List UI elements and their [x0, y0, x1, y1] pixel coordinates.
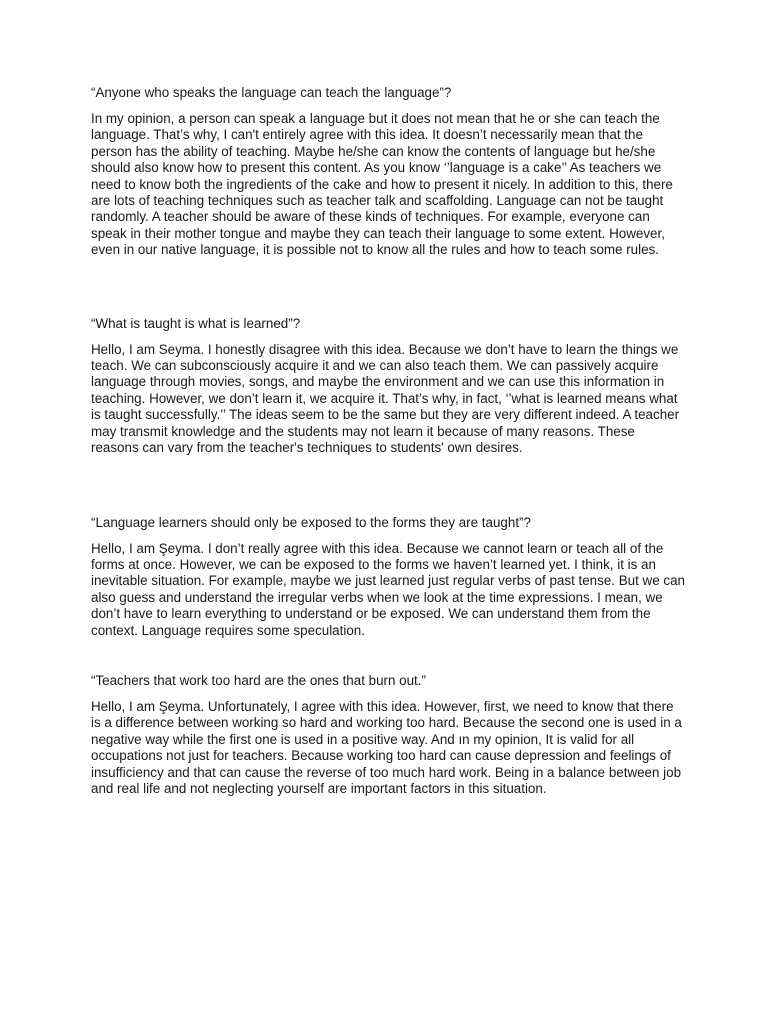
section-answer: In my opinion, a person can speak a language but it does not mean that he or she can teach the language. That’s why, I can't entirely agree with this idea. It doesn’t necessarily mean that the person has the ability of teaching. Maybe he/she can know the contents of language but he/she should also know how to present this content. As you know ‘’language is a cake’’ As teachers we need to know both the ingredients of the cake and how to present it nicely. In addition to this, there are lots of teaching techniques such as teacher talk and scaffolding. Language can not be taught randomly. A teacher should be aware of these kinds of techniques. For example, everyone can speak in their mother tongue and maybe they can teach their language to some extent. However, even in our native language, it is possible not to know all the rules and how to teach some rules.	[91, 111, 673, 258]
section-answer: Hello, I am Şeyma. I don’t really agree with this idea. Because we cannot learn or teach all of the forms at once. However, we can be exposed to the forms we haven’t learned yet. I think, it is an inevitable situation. For example, maybe we just learned just regular verbs of past tense. But we can also guess and understand the irregular verbs when we look at the time expressions. I mean, we don’t have to learn everything to understand or be exposed. We can understand them from the context. Language requires some speculation.	[91, 540, 685, 638]
document-page	[91, 84, 685, 797]
section-question: “Teachers that work too hard are the ones that burn out.”	[91, 672, 426, 688]
section-spacer	[91, 457, 685, 514]
section-question: “Anyone who speaks the language can teach the language”?	[91, 85, 452, 100]
section-spacer	[91, 639, 685, 672]
essay-section-4	[91, 672, 685, 797]
section-answer: Hello, I am Şeyma. Unfortunately, I agree with this idea. However, first, we need to know that there is a difference between working so hard and working too hard. Because the second one is used in a negative way while the first one is used in a positive way. And ın my opinion, It is valid for all occupations not just for teachers. Because working too hard can cause depression and feelings of insufficiency and that can cause the reverse of too much hard work. Being in a balance between job and real life and not neglecting yourself are important factors in this situation.	[91, 698, 682, 796]
essay-section-2	[91, 315, 685, 457]
essay-section-3	[91, 514, 685, 639]
section-question: “What is taught is what is learned”?	[91, 315, 301, 331]
section-spacer	[91, 259, 685, 315]
section-question: “Language learners should only be exposed to the forms they are taught”?	[91, 514, 531, 530]
section-answer: Hello, I am Seyma. I honestly disagree with this idea. Because we don’t have to learn the things we teach. We can subconsciously acquire it and we can also teach them. We can passively acquire language through movies, songs, and maybe the environment and we can use this information in teaching. However, we don’t learn it, we acquire it. That’s why, in fact, ‘’what is learned means what is taught successfully.’’ The ideas seem to be the same but they are very different indeed. A teacher may transmit knowledge and the students may not learn it because of many reasons. These reasons can vary from the teacher's techniques to students' own desires.	[91, 341, 680, 456]
essay-section-1	[91, 84, 685, 259]
